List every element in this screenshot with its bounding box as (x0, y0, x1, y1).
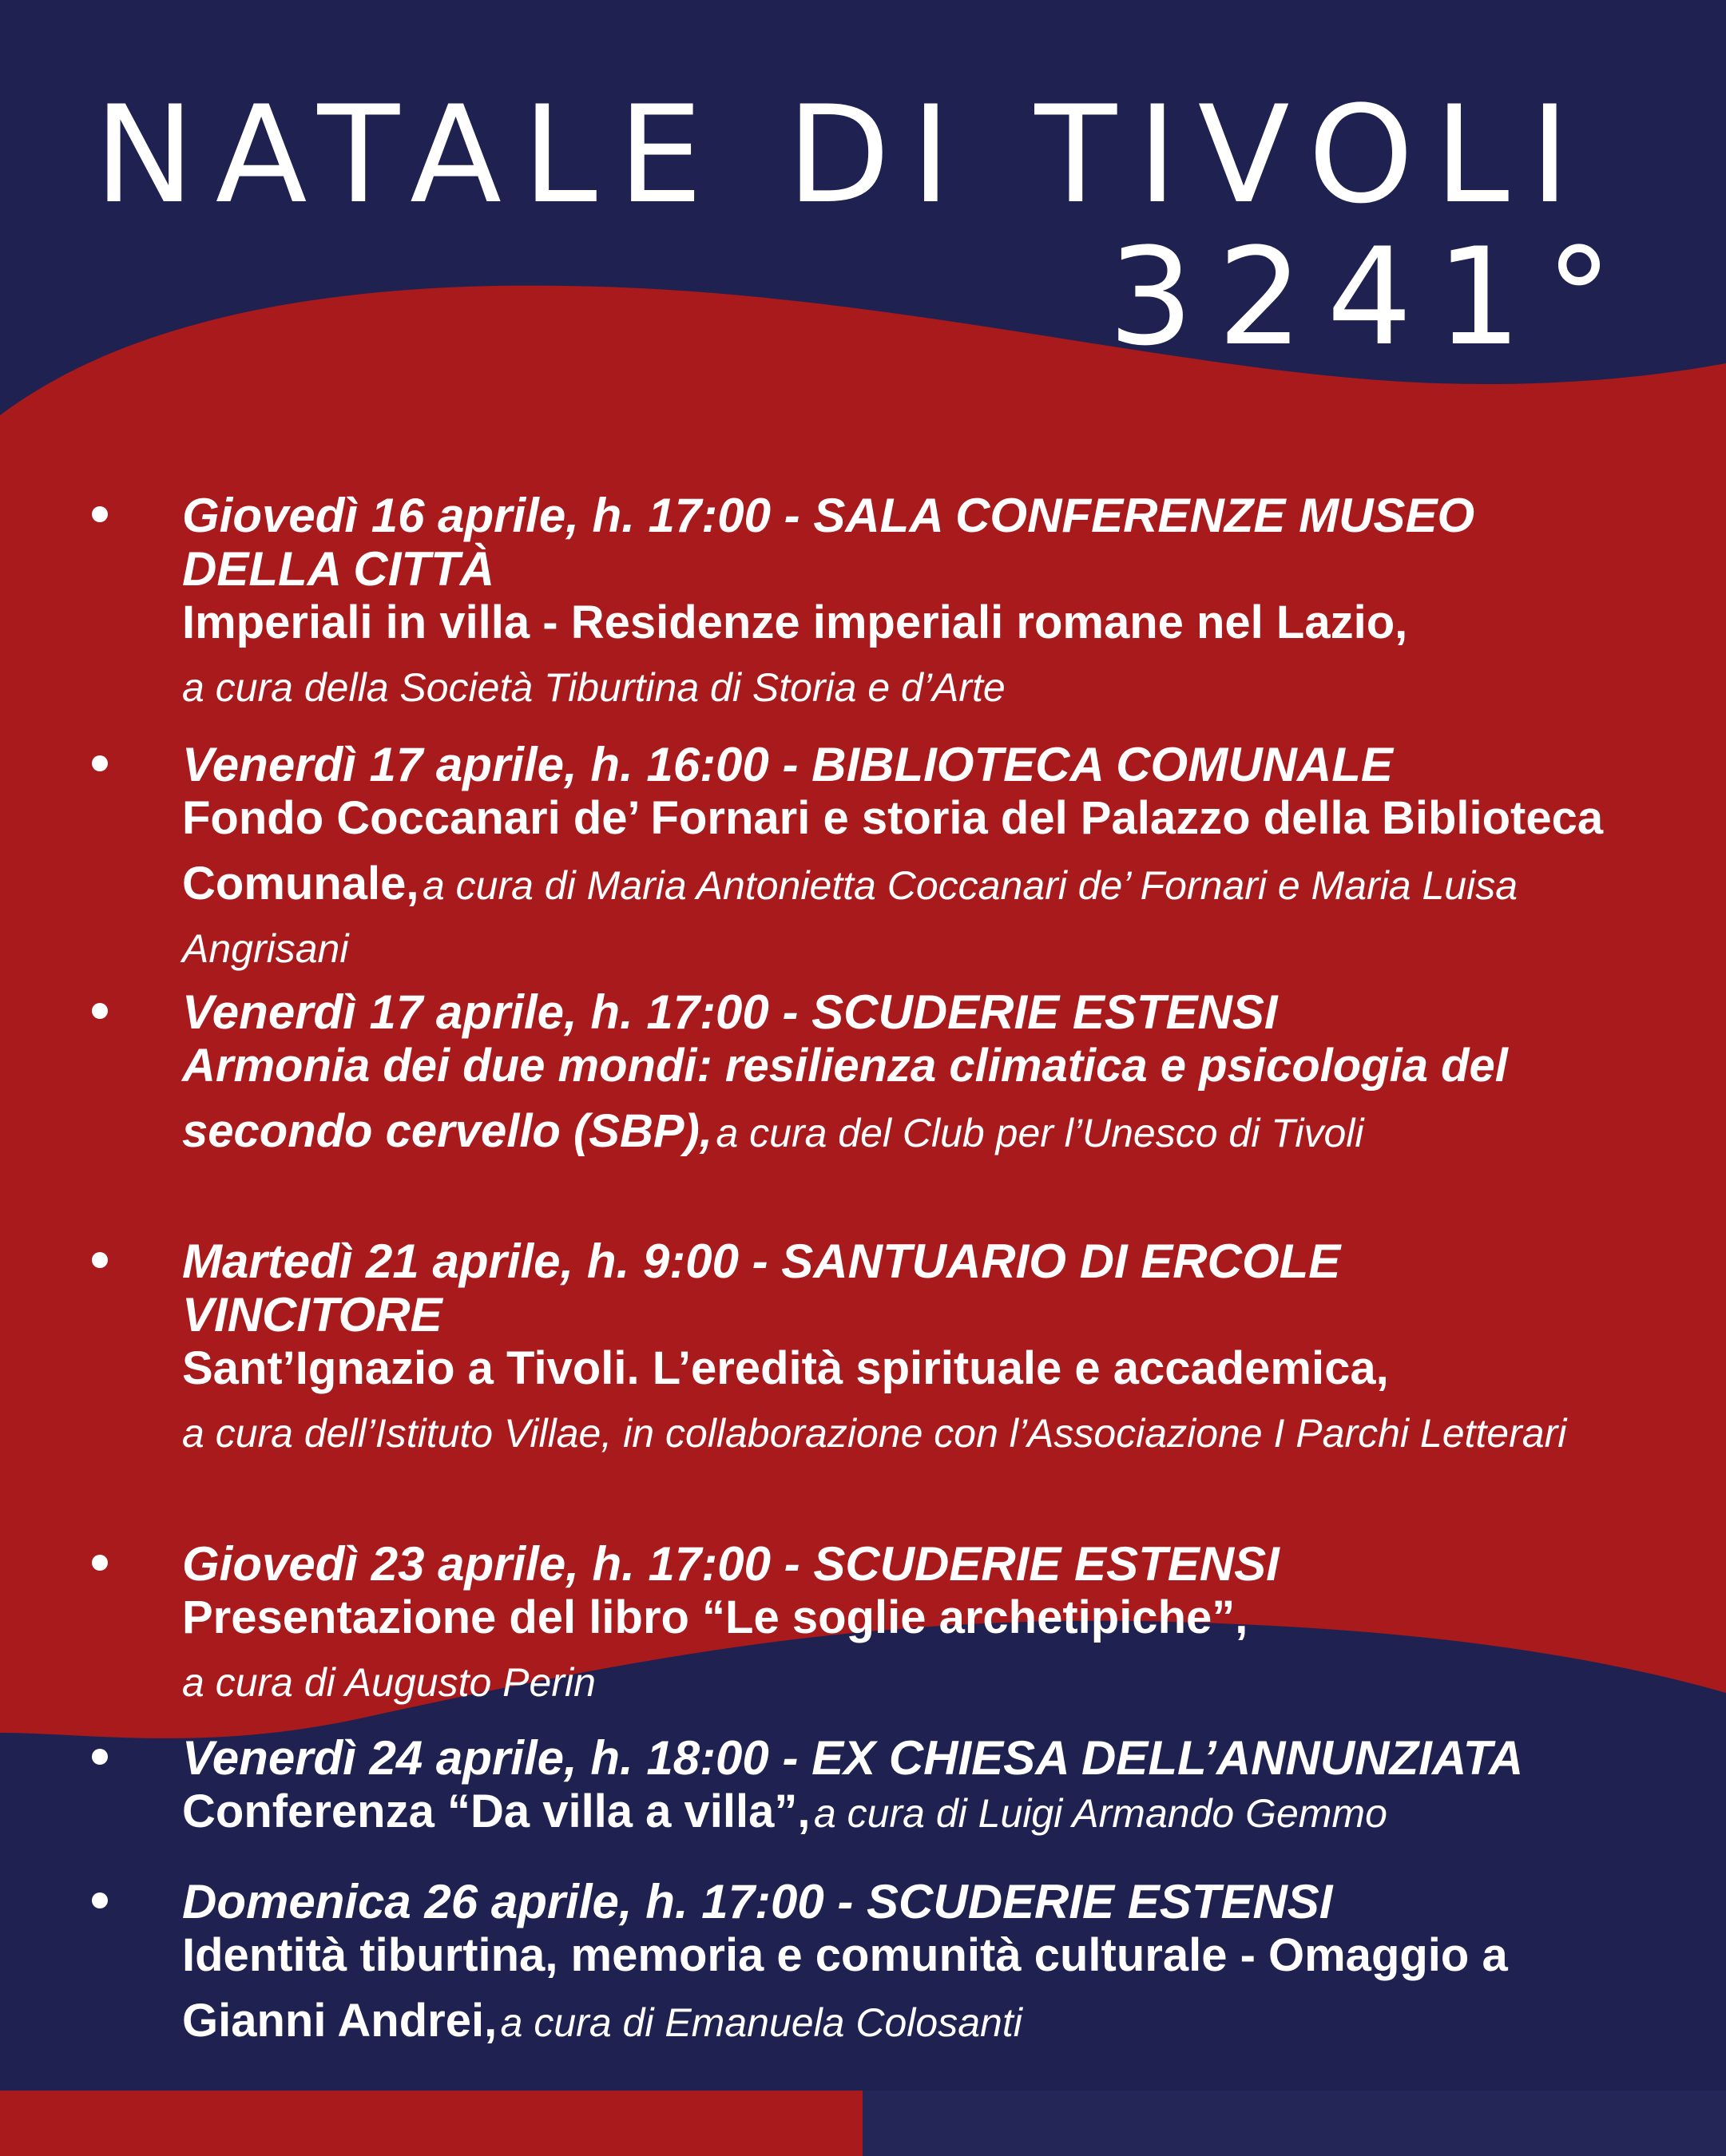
event-title: Sant’Ignazio a Tivoli. L’eredità spirituale e accademica, (182, 1342, 1389, 1394)
event-credit: a cura del Club per l’Unesco di Tivoli (716, 1111, 1364, 1155)
event-title: Presentazione del libro “Le soglie archetipiche”, (182, 1591, 1248, 1643)
event-title: Identità tiburtina, memoria e comunità culturale - Omaggio a Gianni Andrei, (182, 1929, 1508, 2047)
event-when (182, 489, 1588, 596)
bullet-icon (92, 1252, 108, 1268)
event-venue: SCUDERIE ESTENSI (811, 985, 1278, 1039)
bullet-icon (92, 1892, 108, 1908)
event-when (182, 1875, 1572, 1928)
event-credit: a cura della Società Tiburtina di Storia e d’Arte (182, 665, 1006, 710)
event-separator: - (771, 489, 814, 542)
event-body (182, 489, 1588, 724)
edition-number: 3241° (1108, 219, 1637, 375)
event-separator: - (823, 1875, 867, 1928)
event-venue: BIBLIOTECA COMUNALE (811, 738, 1393, 791)
event-body (182, 738, 1612, 985)
event-title: Imperiali in villa - Residenze imperiali romane nel Lazio, (182, 596, 1408, 648)
event-body (182, 1235, 1588, 1470)
event-date: Domenica 26 aprile, h. 17:00 (182, 1875, 824, 1928)
event-separator: - (771, 1537, 814, 1591)
event-body (182, 985, 1636, 1170)
event-date: Venerdì 17 aprile, h. 16:00 (182, 738, 769, 791)
event-credit: a cura di Maria Antonietta Coccanari de’ Fornari e Maria Luisa Angrisani (182, 863, 1518, 971)
event-separator: - (768, 985, 812, 1039)
event-when (182, 1537, 1620, 1591)
event-title: Fondo Coccanari de’ Fornari e storia del Palazzo della Biblioteca Comunale, (182, 792, 1604, 910)
bullet-icon (92, 1555, 108, 1571)
event-title: Armonia dei due mondi: resilienza climatica e psicologia del secondo cervello (SBP), (182, 1040, 1508, 1157)
page-title: NATALE DI TIVOLI (94, 77, 1591, 233)
event-date: Venerdì 24 aprile, h. 18:00 (182, 1731, 769, 1785)
event-venue: SCUDERIE ESTENSI (867, 1875, 1333, 1928)
event-credit: a cura di Augusto Perin (182, 1660, 596, 1705)
event-body (182, 1875, 1572, 2059)
event-credit: a cura dell’Istituto Villae, in collaborazione con l’Associazione I Parchi Letterari (182, 1411, 1567, 1456)
event-when (182, 1235, 1588, 1342)
event-date: Giovedì 23 aprile, h. 17:00 (182, 1537, 771, 1591)
event-when (182, 1731, 1700, 1785)
event-when (182, 985, 1636, 1039)
bullet-icon (92, 1003, 108, 1019)
event-venue: SANTUARIO DI ERCOLE VINCITORE (182, 1235, 1341, 1342)
event-venue: SALA CONFERENZE MUSEO DELLA CITTÀ (182, 489, 1475, 596)
event-venue: EX CHIESA DELL’ANNUNZIATA (811, 1731, 1524, 1785)
event-separator: - (768, 738, 812, 791)
event-date: Martedì 21 aprile, h. 9:00 (182, 1235, 739, 1288)
event-title: Conferenza “Da villa a villa”, (182, 1785, 811, 1837)
event-date: Venerdì 17 aprile, h. 17:00 (182, 985, 769, 1039)
bullet-icon (92, 506, 108, 522)
event-credit: a cura di Emanuela Colosanti (500, 2000, 1022, 2045)
event-when (182, 738, 1612, 791)
event-separator: - (738, 1235, 782, 1288)
event-credit: a cura di Luigi Armando Gemmo (813, 1791, 1387, 1836)
bullet-icon (92, 1749, 108, 1765)
bullet-icon (92, 755, 108, 771)
event-separator: - (768, 1731, 812, 1785)
event-body (182, 1731, 1700, 1850)
event-date: Giovedì 16 aprile, h. 17:00 (182, 489, 771, 542)
event-body (182, 1537, 1620, 1719)
event-venue: SCUDERIE ESTENSI (813, 1537, 1280, 1591)
